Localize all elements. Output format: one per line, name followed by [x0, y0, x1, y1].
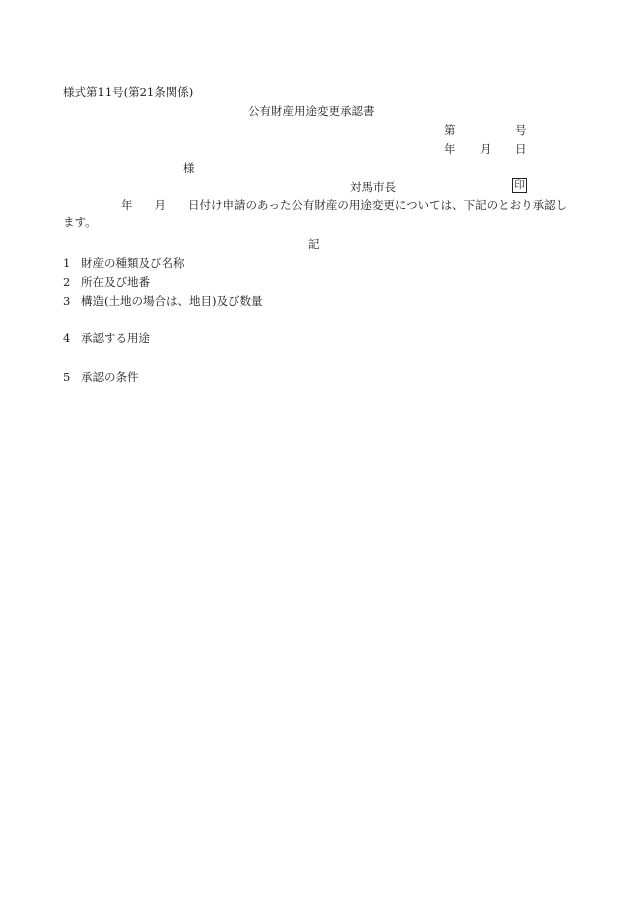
date-day: 日	[515, 142, 527, 156]
doc-number-prefix: 第	[444, 123, 456, 137]
item-label: 財産の種類及び名称	[81, 256, 185, 270]
list-item	[63, 255, 185, 271]
doc-number-suffix: 号	[515, 123, 527, 137]
item-number: 4	[63, 331, 71, 345]
body-paragraph	[63, 197, 573, 231]
date-year: 年	[444, 142, 456, 156]
list-item	[63, 330, 150, 346]
item-label: 承認の条件	[81, 370, 139, 384]
addressee-suffix: 様	[183, 161, 195, 175]
item-label: 構造(土地の場合は、地目)及び数量	[81, 294, 263, 308]
item-label: 承認する用途	[81, 331, 150, 345]
list-item	[63, 293, 262, 309]
body-month: 月	[154, 198, 166, 212]
seal-mark: 印	[512, 178, 527, 193]
body-year: 年	[121, 198, 133, 212]
item-number: 3	[63, 294, 71, 308]
date-month: 月	[480, 142, 492, 156]
ki-heading: 記	[308, 237, 320, 251]
body-text: 日付け申請のあった公有財産の用途変更については、下記のとおり承認します。	[63, 198, 568, 229]
item-number: 1	[63, 256, 71, 270]
list-item	[63, 369, 139, 385]
form-number: 様式第11号(第21条関係)	[63, 85, 194, 99]
item-number: 5	[63, 370, 71, 384]
document-title: 公有財産用途変更承認書	[248, 104, 375, 118]
item-number: 2	[63, 275, 71, 289]
issuer-name: 対馬市長	[350, 180, 396, 194]
item-label: 所在及び地番	[81, 275, 150, 289]
list-item	[63, 274, 150, 290]
